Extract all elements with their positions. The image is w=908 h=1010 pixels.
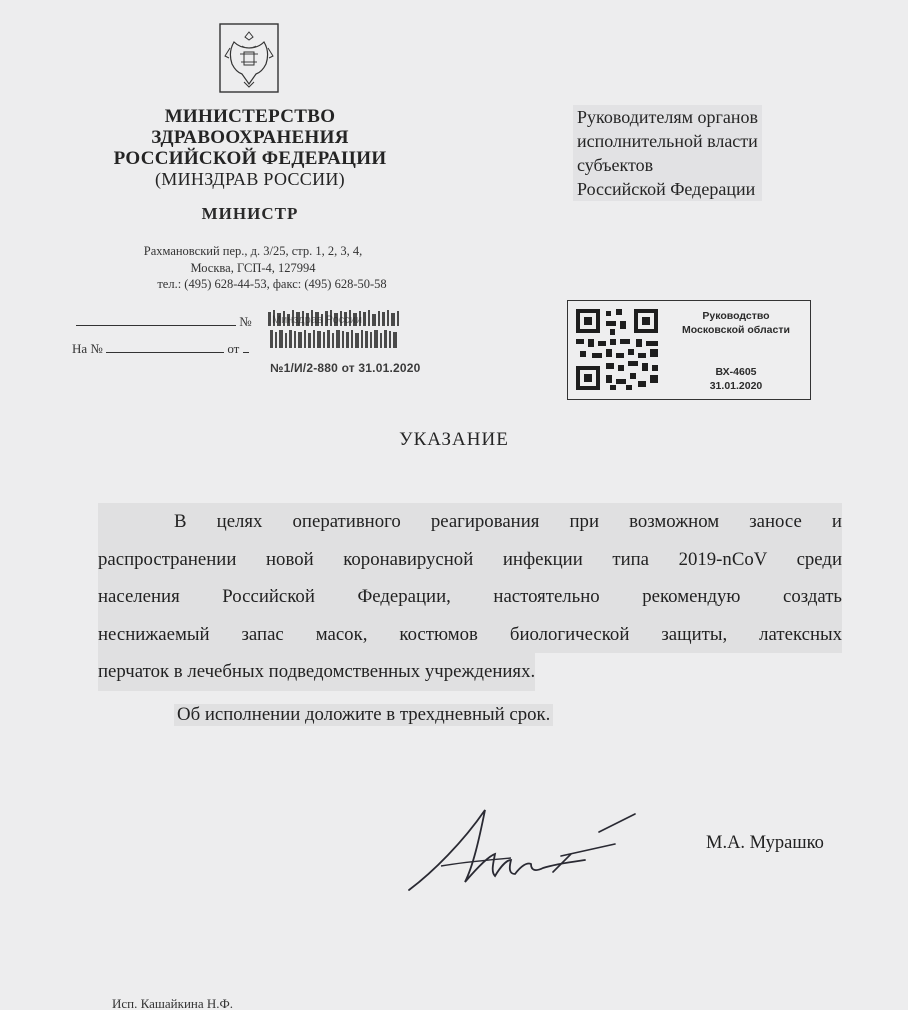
incoming-number: ВХ-4605 xyxy=(715,366,757,378)
registration-stamp-box xyxy=(567,300,811,400)
address-line-3: тел.: (495) 628-44-53, факс: (495) 628-50-58 xyxy=(157,277,387,291)
incoming-date: 31.01.2020 xyxy=(709,380,763,392)
signer-name: М.А. Мурашко xyxy=(706,833,824,853)
position-title: МИНИСТР xyxy=(201,204,299,223)
document-body xyxy=(98,503,842,691)
body-line-5: перчаток в лечебных подведомственных учреждениях. xyxy=(98,653,535,691)
body-line-2: распространении новой коронавирусной инфекции типа 2019-nCoV среди xyxy=(98,541,842,579)
stamp-registration xyxy=(668,365,804,393)
address-line-2: Москва, ГСП-4, 127994 xyxy=(190,260,316,275)
coat-of-arms-emblem xyxy=(218,22,280,94)
addressee-line-3: субъектов xyxy=(577,155,654,175)
addressee-line-4: Российской Федерации xyxy=(577,179,756,199)
qr-code-icon xyxy=(576,309,660,391)
reply-reference-field xyxy=(72,341,249,357)
from-label: от xyxy=(227,341,240,356)
reply-label: На № xyxy=(72,341,103,356)
address-line-1: Рахмановский пер., д. 3/25, стр. 1, 2, 3, 4, xyxy=(143,244,363,258)
body-line-1: В целях оперативного реагирования при возможном заносе и xyxy=(98,503,842,541)
from-date-blank xyxy=(243,342,249,353)
ministry-address xyxy=(88,243,418,293)
outgoing-number-stamp: №1/И/2-880 от 31.01.2020 xyxy=(270,361,421,375)
ministry-short-name: (МИНЗДРАВ РОССИИ) xyxy=(155,169,345,189)
addressee-line-2: исполнительной власти xyxy=(577,131,758,151)
body-line-4: неснижаемый запас масок, костюмов биологической защиты, латексных xyxy=(98,616,842,654)
stamp-organization xyxy=(668,309,804,337)
number-label: № xyxy=(239,314,252,329)
body-line-3: населения Российской Федерации, настоятельно рекомендую создать xyxy=(98,578,842,616)
handwritten-signature xyxy=(403,802,643,902)
ministry-line-3: РОССИЙСКОЙ ФЕДЕРАЦИИ xyxy=(113,148,387,169)
blurred-ministry-stamp xyxy=(268,308,400,350)
stamp-org-line-2: Московской области xyxy=(682,324,790,336)
addressee-block xyxy=(573,105,762,201)
stamp-org-line-1: Руководство xyxy=(702,310,770,322)
stamp-text: Минздрав России xyxy=(272,314,362,326)
outgoing-number-field xyxy=(76,314,252,330)
document-title: УКАЗАНИЕ xyxy=(399,429,509,450)
addressee-line-1: Руководителям органов xyxy=(577,107,759,127)
number-blank-line xyxy=(76,315,236,326)
ministry-line-1: МИНИСТЕРСТВО xyxy=(164,106,336,127)
reply-number-blank xyxy=(106,342,224,353)
ministry-name-block xyxy=(90,106,410,190)
report-instruction: Об исполнении доложите в трехдневный срок. xyxy=(174,704,553,726)
executor-line: Исп. Кашайкина Н.Ф. xyxy=(112,996,234,1010)
ministry-line-2: ЗДРАВООХРАНЕНИЯ xyxy=(151,127,349,148)
